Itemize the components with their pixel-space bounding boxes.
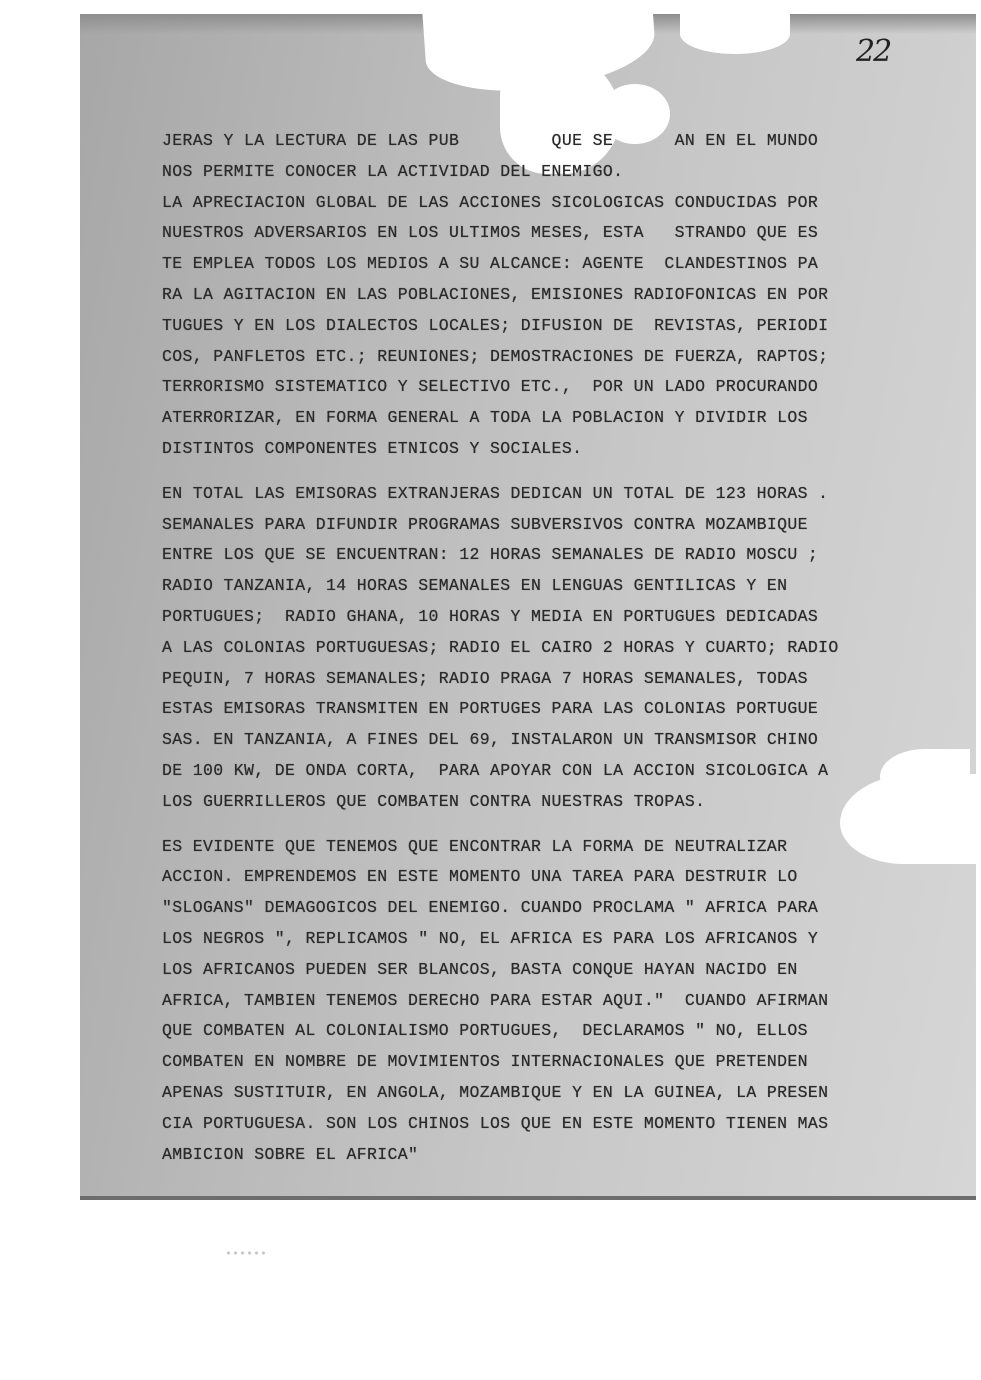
text-line: ES EVIDENTE QUE TENEMOS QUE ENCONTRAR LA FORMA DE NEUTRALIZAR [162,836,788,856]
text-line: QUE COMBATEN AL COLONIALISMO PORTUGUES, DECLARAMOS " NO, ELLOS [162,1021,808,1041]
text-line: ENTRE LOS QUE SE ENCUENTRAN: 12 HORAS SEMANALES DE RADIO MOSCU ; [162,545,819,565]
text-line: ACCION. EMPRENDEMOS EN ESTE MOMENTO UNA TAREA PARA DESTRUIR LO [162,867,798,887]
text-line: AMBICION SOBRE EL AFRICA" [162,1144,419,1164]
text-line: TE EMPLEA TODOS LOS MEDIOS A SU ALCANCE: AGENTE CLANDESTINOS PA [162,254,819,274]
text-line: COMBATEN EN NOMBRE DE MOVIMIENTOS INTERNACIONALES QUE PRETENDEN [162,1052,808,1072]
text-line: RA LA AGITACION EN LAS POBLACIONES, EMISIONES RADIOFONICAS EN POR [162,284,829,304]
text-line: PEQUIN, 7 HORAS SEMANALES; RADIO PRAGA 7 HORAS SEMANALES, TODAS [162,668,808,688]
text-line: LOS AFRICANOS PUEDEN SER BLANCOS, BASTA CONQUE HAYAN NACIDO EN [162,959,798,979]
text-line: EN TOTAL LAS EMISORAS EXTRANJERAS DEDICAN UN TOTAL DE 123 HORAS . [162,483,829,503]
paragraph-3 [162,832,902,1171]
text-line: ATERRORIZAR, EN FORMA GENERAL A TODA LA POBLACION Y DIVIDIR LOS [162,408,808,428]
text-line: PORTUGUES; RADIO GHANA, 10 HORAS Y MEDIA EN PORTUGUES DEDICADAS [162,606,819,626]
text-line: SAS. EN TANZANIA, A FINES DEL 69, INSTALARON UN TRANSMISOR CHINO [162,730,819,750]
text-line: LOS NEGROS ", REPLICAMOS " NO, EL AFRICA ES PARA LOS AFRICANOS Y [162,928,819,948]
text-line: LA APRECIACION GLOBAL DE LAS ACCIONES SICOLOGICAS CONDUCIDAS POR [162,192,819,212]
text-line: AFRICA, TAMBIEN TENEMOS DERECHO PARA ESTAR AQUI." CUANDO AFIRMAN [162,990,829,1010]
text-line: NOS PERMITE CONOCER LA ACTIVIDAD DEL ENEMIGO. [162,161,624,181]
text-line: RADIO TANZANIA, 14 HORAS SEMANALES EN LENGUAS GENTILICAS Y EN [162,576,788,596]
text-line: A LAS COLONIAS PORTUGUESAS; RADIO EL CAIRO 2 HORAS Y CUARTO; RADIO [162,637,839,657]
text-line: COS, PANFLETOS ETC.; REUNIONES; DEMOSTRACIONES DE FUERZA, RAPTOS; [162,346,829,366]
scanned-page [80,14,976,1200]
text-line: NUESTROS ADVERSARIOS EN LOS ULTIMOS MESES, ESTA STRANDO QUE ES [162,223,819,243]
dust-specks [225,1250,265,1256]
text-line: TERRORISMO SISTEMATICO Y SELECTIVO ETC., POR UN LADO PROCURANDO [162,377,819,397]
text-line: LOS GUERRILLEROS QUE COMBATEN CONTRA NUESTRAS TROPAS. [162,791,706,811]
text-line: DISTINTOS COMPONENTES ETNICOS Y SOCIALES. [162,438,583,458]
text-line: TUGUES Y EN LOS DIALECTOS LOCALES; DIFUSION DE REVISTAS, PERIODI [162,315,829,335]
handwritten-page-number: 22 [856,34,891,69]
text-line: JERAS Y LA LECTURA DE LAS PUB QUE SE AN EN EL MUNDO [162,131,819,150]
text-line: SEMANALES PARA DIFUNDIR PROGRAMAS SUBVERSIVOS CONTRA MOZAMBIQUE [162,514,808,534]
text-line: DE 100 KW, DE ONDA CORTA, PARA APOYAR CON LA ACCION SICOLOGICA A [162,760,829,780]
text-line: ESTAS EMISORAS TRANSMITEN EN PORTUGES PARA LAS COLONIAS PORTUGUE [162,699,819,719]
text-line: APENAS SUSTITUIR, EN ANGOLA, MOZAMBIQUE Y EN LA GUINEA, LA PRESEN [162,1082,829,1102]
text-line: CIA PORTUGUESA. SON LOS CHINOS LOS QUE EN ESTE MOMENTO TIENEN MAS [162,1113,829,1133]
typed-body-text [162,126,902,1170]
paragraph-gap [162,818,902,832]
paragraph-1 [162,126,902,465]
text-line: "SLOGANS" DEMAGOGICOS DEL ENEMIGO. CUANDO PROCLAMA " AFRICA PARA [162,898,819,918]
torn-paper-area [680,14,790,54]
scan-bottom-edge [80,1196,976,1200]
paragraph-2 [162,479,902,818]
paragraph-gap [162,465,902,479]
